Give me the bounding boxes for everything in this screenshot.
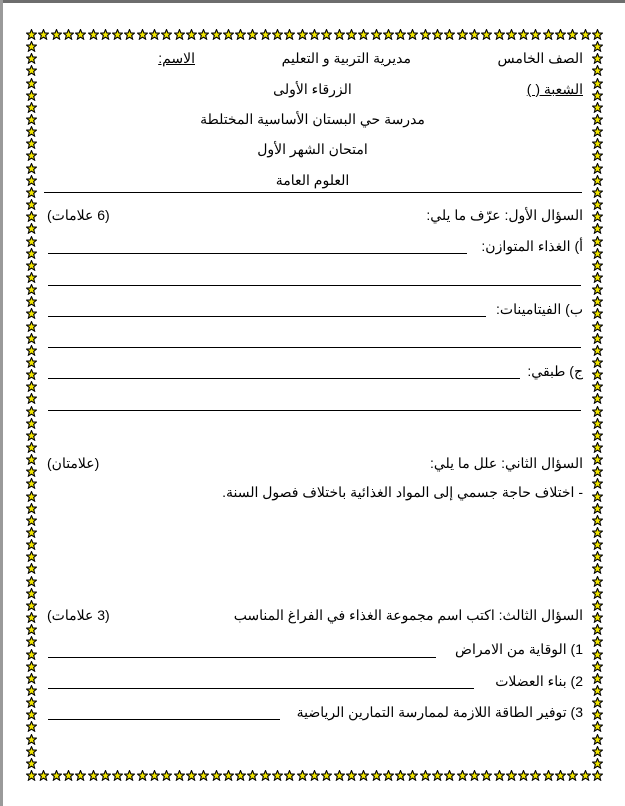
star-icon: [26, 319, 37, 330]
star-icon: [198, 768, 209, 779]
answer-line[interactable]: [48, 316, 486, 317]
star-icon: [26, 647, 37, 658]
star-icon: [26, 440, 37, 451]
star-icon: [506, 27, 517, 38]
answer-line[interactable]: [48, 378, 520, 379]
answer-line[interactable]: [48, 347, 581, 348]
star-icon: [518, 768, 529, 779]
star-icon: [592, 707, 603, 718]
star-icon: [272, 768, 283, 779]
star-icon: [26, 634, 37, 645]
star-icon: [592, 574, 603, 585]
star-icon: [63, 27, 74, 38]
star-icon: [592, 319, 603, 330]
star-icon: [26, 39, 37, 50]
star-icon: [100, 768, 111, 779]
star-icon: [494, 768, 505, 779]
star-icon: [26, 476, 37, 487]
star-icon: [457, 27, 468, 38]
star-icon: [543, 27, 554, 38]
star-icon: [26, 756, 37, 767]
star-icon: [260, 768, 271, 779]
star-icon: [26, 744, 37, 755]
star-icon: [26, 549, 37, 560]
star-icon: [26, 404, 37, 415]
star-icon: [592, 647, 603, 658]
star-icon: [444, 768, 455, 779]
star-icon: [100, 27, 111, 38]
star-icon: [555, 27, 566, 38]
star-icon: [592, 27, 603, 38]
star-icon: [26, 51, 37, 62]
q1-item-c: ج) طبقي:: [527, 363, 583, 379]
star-icon: [26, 234, 37, 245]
star-icon: [530, 768, 541, 779]
star-icon: [75, 768, 86, 779]
star-icon: [506, 768, 517, 779]
star-icon: [174, 27, 185, 38]
star-icon: [26, 209, 37, 220]
star-icon: [592, 221, 603, 232]
star-icon: [26, 294, 37, 305]
star-icon: [383, 27, 394, 38]
star-icon: [26, 659, 37, 670]
star-icon: [272, 27, 283, 38]
star-icon: [592, 343, 603, 354]
star-icon: [592, 537, 603, 548]
star-icon: [186, 27, 197, 38]
directorate-label: مديرية التربية و التعليم: [281, 50, 411, 66]
star-icon: [592, 476, 603, 487]
star-icon: [26, 221, 37, 232]
star-icon: [592, 294, 603, 305]
star-icon: [592, 355, 603, 366]
star-icon: [26, 331, 37, 342]
star-icon: [26, 464, 37, 475]
star-icon: [26, 63, 37, 74]
star-icon: [26, 391, 37, 402]
star-icon: [592, 331, 603, 342]
star-icon: [284, 768, 295, 779]
star-icon: [112, 768, 123, 779]
star-icon: [592, 659, 603, 670]
star-icon: [592, 695, 603, 706]
star-icon: [26, 246, 37, 257]
q1-title: السؤال الأول: عرّف ما يلي:: [426, 207, 583, 223]
star-icon: [592, 197, 603, 208]
star-icon: [223, 768, 234, 779]
star-icon: [592, 39, 603, 50]
star-icon: [51, 768, 62, 779]
q3-item-1: 1) الوقاية من الامراض: [455, 641, 583, 657]
star-icon: [75, 27, 86, 38]
star-icon: [26, 416, 37, 427]
star-icon: [26, 768, 37, 779]
star-icon: [26, 452, 37, 463]
star-icon: [592, 416, 603, 427]
q1-item-a: أ) الغذاء المتوازن:: [481, 238, 583, 254]
star-icon: [26, 197, 37, 208]
star-icon: [112, 27, 123, 38]
star-icon: [137, 27, 148, 38]
q2-marks: (علامتان): [47, 455, 100, 471]
q1-item-b: ب) الفيتامينات:: [496, 301, 583, 317]
star-icon: [88, 27, 99, 38]
star-icon: [592, 586, 603, 597]
grade-label: الصف الخامس: [497, 50, 583, 66]
star-icon: [297, 27, 308, 38]
star-icon: [247, 27, 258, 38]
star-icon: [297, 768, 308, 779]
star-icon: [63, 768, 74, 779]
q3-item-2: 2) بناء العضلات: [495, 673, 583, 689]
star-icon: [395, 27, 406, 38]
star-icon: [420, 27, 431, 38]
star-icon: [592, 622, 603, 633]
star-icon: [592, 428, 603, 439]
q1-marks: (6 علامات): [47, 207, 110, 223]
star-icon: [592, 501, 603, 512]
star-icon: [26, 537, 37, 548]
star-icon: [26, 343, 37, 354]
star-icon: [161, 768, 172, 779]
star-icon: [358, 27, 369, 38]
star-icon: [592, 744, 603, 755]
star-icon: [592, 51, 603, 62]
star-icon: [26, 501, 37, 512]
star-icon: [309, 27, 320, 38]
star-icon: [371, 27, 382, 38]
star-icon: [26, 574, 37, 585]
star-icon: [346, 768, 357, 779]
star-icon: [235, 27, 246, 38]
star-icon: [26, 282, 37, 293]
star-icon: [149, 768, 160, 779]
region-label: الزرقاء الأولى: [273, 81, 352, 97]
star-icon: [26, 671, 37, 682]
school-name: مدرسة حي البستان الأساسية المختلطة: [200, 111, 425, 127]
answer-line[interactable]: [48, 688, 474, 689]
star-icon: [592, 549, 603, 560]
star-icon: [592, 671, 603, 682]
q3-marks: (3 علامات): [47, 607, 110, 623]
star-icon: [592, 258, 603, 269]
star-icon: [88, 768, 99, 779]
star-icon: [26, 428, 37, 439]
star-icon: [26, 513, 37, 524]
subject-title: العلوم العامة: [275, 172, 350, 188]
star-icon: [592, 489, 603, 500]
star-icon: [592, 683, 603, 694]
star-icon: [124, 768, 135, 779]
star-icon: [530, 27, 541, 38]
star-icon: [518, 27, 529, 38]
q2-item: - اختلاف حاجة جسمي إلى المواد الغذائية باختلاف فصول السنة.: [222, 484, 583, 500]
star-icon: [592, 634, 603, 645]
star-icon: [481, 768, 492, 779]
star-icon: [334, 27, 345, 38]
q3-title: السؤال الثالث: اكتب اسم مجموعة الغذاء في الفراغ المناسب: [233, 607, 583, 623]
star-icon: [26, 27, 37, 38]
star-icon: [223, 27, 234, 38]
star-icon: [592, 270, 603, 281]
star-icon: [26, 355, 37, 366]
star-icon: [334, 768, 345, 779]
star-icon: [567, 27, 578, 38]
star-icon: [432, 27, 443, 38]
star-icon: [592, 306, 603, 317]
star-icon: [26, 695, 37, 706]
star-icon: [137, 768, 148, 779]
star-icon: [543, 768, 554, 779]
star-icon: [26, 489, 37, 500]
star-icon: [432, 768, 443, 779]
star-icon: [494, 27, 505, 38]
star-icon: [592, 464, 603, 475]
star-icon: [592, 610, 603, 621]
star-icon: [26, 100, 37, 111]
star-icon: [592, 100, 603, 111]
star-icon: [26, 561, 37, 572]
answer-line[interactable]: [48, 719, 280, 720]
star-icon: [580, 768, 591, 779]
q3-item-3: 3) توفير الطاقة اللازمة لممارسة التمارين الرياضية: [296, 704, 583, 720]
star-icon: [592, 161, 603, 172]
star-icon: [26, 683, 37, 694]
star-icon: [444, 27, 455, 38]
header-divider: [44, 192, 582, 193]
star-icon: [592, 234, 603, 245]
star-icon: [149, 27, 160, 38]
star-icon: [26, 719, 37, 730]
star-icon: [309, 768, 320, 779]
star-icon: [358, 768, 369, 779]
star-icon: [592, 209, 603, 220]
answer-line[interactable]: [48, 410, 581, 411]
star-icon: [211, 768, 222, 779]
star-icon: [284, 27, 295, 38]
star-icon: [592, 404, 603, 415]
star-icon: [174, 768, 185, 779]
star-icon: [469, 768, 480, 779]
star-icon: [592, 367, 603, 378]
star-icon: [592, 63, 603, 74]
q2-title: السؤال الثاني: علل ما يلي:: [429, 455, 583, 471]
star-icon: [580, 27, 591, 38]
star-icon: [26, 707, 37, 718]
star-icon: [383, 768, 394, 779]
star-icon: [457, 768, 468, 779]
star-icon: [592, 756, 603, 767]
star-icon: [592, 561, 603, 572]
star-icon: [26, 586, 37, 597]
star-icon: [395, 768, 406, 779]
star-icon: [420, 768, 431, 779]
star-icon: [592, 719, 603, 730]
star-icon: [211, 27, 222, 38]
star-icon: [321, 27, 332, 38]
star-icon: [26, 258, 37, 269]
star-icon: [407, 27, 418, 38]
star-icon: [592, 513, 603, 524]
star-icon: [260, 27, 271, 38]
star-icon: [592, 282, 603, 293]
star-icon: [247, 768, 258, 779]
star-icon: [592, 525, 603, 536]
star-icon: [371, 768, 382, 779]
star-icon: [38, 768, 49, 779]
star-icon: [235, 768, 246, 779]
star-icon: [26, 525, 37, 536]
star-icon: [124, 27, 135, 38]
exam-title: امتحان الشهر الأول: [257, 141, 368, 157]
star-icon: [469, 27, 480, 38]
star-icon: [161, 27, 172, 38]
star-icon: [186, 768, 197, 779]
star-icon: [592, 732, 603, 743]
star-icon: [26, 379, 37, 390]
star-icon: [26, 622, 37, 633]
answer-line[interactable]: [48, 253, 467, 254]
star-icon: [592, 379, 603, 390]
star-icon: [38, 27, 49, 38]
star-icon: [198, 27, 209, 38]
star-icon: [346, 27, 357, 38]
answer-line[interactable]: [48, 285, 581, 286]
star-icon: [592, 440, 603, 451]
star-icon: [592, 452, 603, 463]
answer-line[interactable]: [48, 657, 436, 658]
star-icon: [592, 768, 603, 779]
star-icon: [555, 768, 566, 779]
star-icon: [567, 768, 578, 779]
name-label: الاسم:: [158, 50, 195, 66]
star-icon: [321, 768, 332, 779]
star-icon: [592, 246, 603, 257]
star-icon: [26, 732, 37, 743]
section-label: الشعبة ( ): [526, 81, 583, 97]
star-icon: [592, 391, 603, 402]
star-icon: [26, 270, 37, 281]
star-icon: [51, 27, 62, 38]
star-icon: [26, 161, 37, 172]
star-icon: [26, 367, 37, 378]
star-icon: [407, 768, 418, 779]
star-icon: [592, 598, 603, 609]
star-icon: [26, 598, 37, 609]
star-icon: [481, 27, 492, 38]
page-edge-top: [0, 0, 625, 3]
star-icon: [26, 306, 37, 317]
star-icon: [26, 610, 37, 621]
